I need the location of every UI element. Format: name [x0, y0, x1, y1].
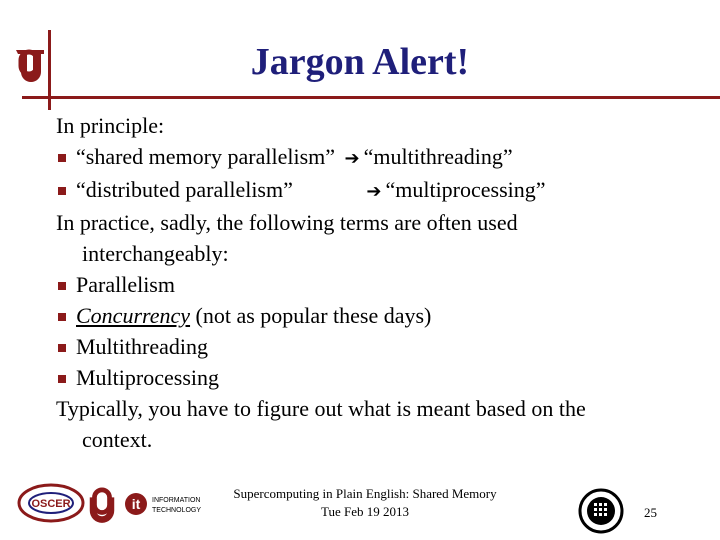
right-arrow-icon: ➔	[344, 148, 360, 169]
right-arrow-icon: ➔	[366, 181, 382, 202]
it-logo-sub2: TECHNOLOGY	[152, 507, 202, 514]
principle-item-2-left: “distributed parallelism”	[76, 177, 293, 202]
term-item-1	[56, 269, 696, 300]
principle-item-1-right: “multithreading”	[363, 144, 513, 169]
principle-item-2	[56, 174, 696, 207]
slide-title: Jargon Alert!	[250, 41, 470, 83]
typically-line-2: context.	[82, 427, 153, 452]
square-bullet-icon	[58, 187, 66, 195]
footer-line-1: Supercomputing in Plain English: Shared Memory	[233, 486, 497, 501]
typically-line-1: Typically, you have to figure out what is meant based on the	[56, 396, 586, 421]
practice-line-2: interchangeably:	[82, 241, 229, 266]
page-number: 25	[644, 505, 657, 520]
square-bullet-icon	[58, 313, 66, 321]
footer-text	[190, 485, 540, 521]
slide-body	[56, 110, 696, 455]
term-4: Multiprocessing	[76, 365, 219, 390]
principle-item-2-right: “multiprocessing”	[385, 177, 546, 202]
term-2-note: (not as popular these days)	[190, 303, 432, 328]
it-logo-sub1: INFORMATION	[152, 497, 201, 504]
university-seal-icon	[578, 488, 624, 534]
term-item-2	[56, 300, 696, 331]
term-2: Concurrency	[76, 303, 191, 328]
square-bullet-icon	[58, 344, 66, 352]
principle-item-1-left: “shared memory parallelism”	[76, 144, 336, 169]
ou-logo-icon	[12, 44, 46, 86]
oscer-logo-icon	[16, 482, 86, 524]
it-logo-text: it	[131, 496, 141, 512]
term-1: Parallelism	[76, 272, 175, 297]
header-horizontal-rule	[22, 96, 720, 99]
term-3: Multithreading	[76, 334, 208, 359]
square-bullet-icon	[58, 282, 66, 290]
practice-line-1: In practice, sadly, the following terms are often used	[56, 210, 518, 235]
term-item-3	[56, 331, 696, 362]
principle-item-1	[56, 141, 696, 174]
principle-heading: In principle:	[56, 113, 165, 138]
ou-logo-bottom-icon	[86, 484, 118, 524]
square-bullet-icon	[58, 154, 66, 162]
term-item-4	[56, 362, 696, 393]
square-bullet-icon	[58, 375, 66, 383]
oscer-logo-text: OSCER	[31, 498, 71, 510]
footer-line-2: Tue Feb 19 2013	[320, 504, 409, 519]
